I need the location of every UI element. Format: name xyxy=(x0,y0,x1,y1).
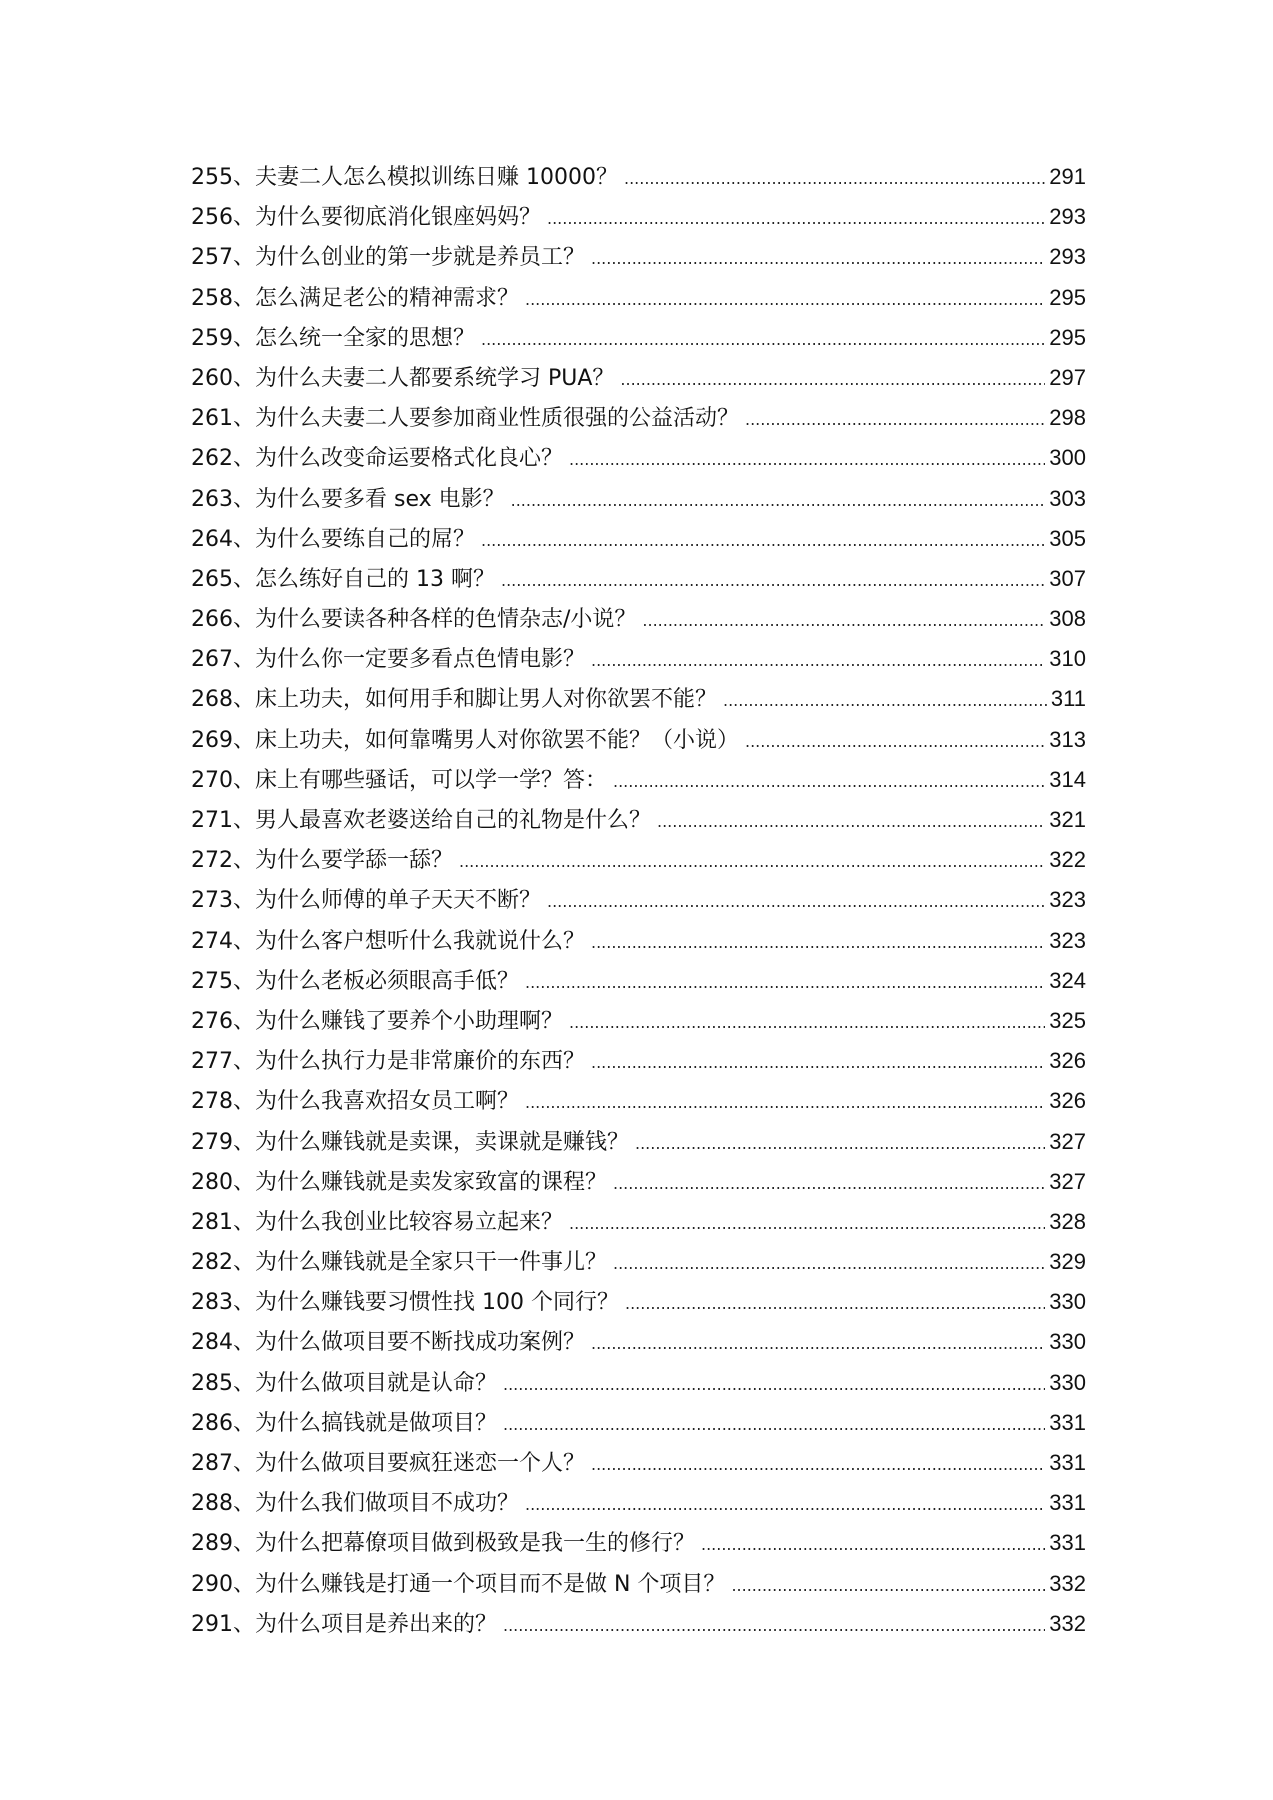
toc-entry[interactable] xyxy=(191,1282,1086,1322)
toc-entry-title: 262、为什么改变命运要格式化良心？ xyxy=(191,446,563,472)
toc-dot-leader xyxy=(511,481,1046,521)
toc-dot-leader xyxy=(624,159,1045,199)
toc-dot-leader xyxy=(547,199,1045,239)
toc-entry-title: 291、为什么项目是养出来的？ xyxy=(191,1611,497,1637)
toc-entry[interactable] xyxy=(191,1322,1086,1362)
toc-entry-page-number: 308 xyxy=(1049,606,1086,632)
toc-entry[interactable] xyxy=(191,398,1086,438)
toc-dot-leader xyxy=(525,280,1045,320)
toc-entry-title: 276、为什么赚钱了要养个小助理啊？ xyxy=(191,1008,563,1034)
toc-dot-leader xyxy=(635,1124,1045,1164)
toc-entry-page-number: 326 xyxy=(1049,1048,1086,1074)
toc-entry-page-number: 310 xyxy=(1049,646,1086,672)
toc-dot-leader xyxy=(591,239,1045,279)
toc-entry-page-number: 297 xyxy=(1049,364,1086,390)
toc-entry[interactable] xyxy=(191,237,1086,277)
toc-entry-page-number: 321 xyxy=(1049,807,1086,832)
toc-entry-page-number: 330 xyxy=(1049,1369,1086,1395)
toc-entry-page-number: 323 xyxy=(1049,887,1086,913)
toc-dot-leader xyxy=(613,762,1045,802)
toc-dot-leader xyxy=(657,802,1045,842)
toc-dot-leader xyxy=(591,1445,1045,1485)
toc-entry-page-number: 331 xyxy=(1049,1490,1086,1516)
toc-entry-title: 283、为什么赚钱要习惯性找 100 个同行？ xyxy=(191,1290,619,1316)
toc-dot-leader xyxy=(731,1566,1045,1606)
toc-entry-page-number: 322 xyxy=(1049,847,1086,873)
toc-dot-leader xyxy=(547,882,1045,922)
toc-entry[interactable] xyxy=(191,1443,1086,1483)
toc-dot-leader xyxy=(503,1606,1045,1646)
toc-dot-leader xyxy=(481,521,1045,561)
toc-entry-title: 275、为什么老板必须眼高手低？ xyxy=(191,968,519,994)
toc-entry-title: 271、男人最喜欢老婆送给自己的礼物是什么？ xyxy=(191,808,651,833)
toc-entry[interactable] xyxy=(191,1162,1086,1202)
toc-dot-leader xyxy=(701,1525,1045,1565)
toc-entry[interactable] xyxy=(191,639,1086,679)
toc-entry-title: 264、为什么要练自己的屌？ xyxy=(191,526,475,552)
toc-entry[interactable] xyxy=(191,1122,1086,1162)
toc-dot-leader xyxy=(569,1003,1045,1043)
toc-entry-title: 286、为什么搞钱就是做项目？ xyxy=(191,1410,497,1436)
toc-entry-page-number: 311 xyxy=(1050,686,1086,712)
toc-dot-leader xyxy=(501,561,1045,601)
toc-entry-title: 273、为什么师傅的单子天天不断？ xyxy=(191,888,541,914)
toc-entry-page-number: 331 xyxy=(1049,1409,1086,1435)
toc-entry[interactable] xyxy=(191,840,1086,880)
toc-dot-leader xyxy=(613,1244,1045,1284)
toc-entry-page-number: 295 xyxy=(1049,324,1086,350)
toc-entry-page-number: 326 xyxy=(1049,1088,1086,1114)
toc-entry-title: 278、为什么我喜欢招女员工啊？ xyxy=(191,1089,519,1115)
toc-dot-leader xyxy=(569,1204,1045,1244)
toc-entry-title: 289、为什么把幕僚项目做到极致是我一生的修行？ xyxy=(191,1531,695,1557)
toc-entry-title: 268、床上功夫，如何用手和脚让男人对你欲罢不能？ xyxy=(191,687,717,713)
toc-entry-title: 266、为什么要读各种各样的色情杂志/小说？ xyxy=(191,607,637,633)
toc-entry-page-number: 331 xyxy=(1049,1450,1086,1475)
toc-entry[interactable] xyxy=(191,1363,1086,1403)
toc-dot-leader xyxy=(569,440,1045,480)
toc-entry[interactable] xyxy=(191,1081,1086,1121)
toc-entry-page-number: 303 xyxy=(1049,485,1086,511)
toc-dot-leader xyxy=(723,681,1047,721)
toc-dot-leader xyxy=(525,1083,1045,1123)
toc-entry-page-number: 293 xyxy=(1049,204,1086,230)
toc-dot-leader xyxy=(745,722,1045,762)
toc-entry-page-number: 293 xyxy=(1049,244,1086,270)
toc-entry-page-number: 323 xyxy=(1049,927,1086,953)
toc-entry-title: 280、为什么赚钱就是卖发家致富的课程？ xyxy=(191,1169,607,1195)
toc-entry[interactable] xyxy=(191,1202,1086,1242)
toc-dot-leader xyxy=(525,963,1045,1003)
toc-entry-title: 281、为什么我创业比较容易立起来？ xyxy=(191,1209,563,1235)
toc-entry-page-number: 325 xyxy=(1049,1007,1086,1033)
toc-entry-page-number: 298 xyxy=(1049,405,1086,431)
toc-entry-page-number: 313 xyxy=(1049,726,1086,752)
toc-entry-title: 269、床上功夫，如何靠嘴男人对你欲罢不能？（小说） xyxy=(191,727,739,753)
toc-entry-page-number: 330 xyxy=(1049,1329,1086,1355)
toc-entry-page-number: 331 xyxy=(1049,1530,1086,1556)
toc-entry[interactable] xyxy=(191,1403,1086,1443)
toc-entry-title: 257、为什么创业的第一步就是养员工？ xyxy=(191,245,585,271)
toc-entry-page-number: 295 xyxy=(1049,284,1086,310)
toc-dot-leader xyxy=(620,360,1045,400)
toc-entry-page-number: 332 xyxy=(1049,1610,1086,1636)
toc-entry[interactable] xyxy=(191,479,1086,519)
toc-entry-page-number: 291 xyxy=(1049,164,1086,189)
toc-entry[interactable] xyxy=(191,961,1086,1001)
toc-entry[interactable] xyxy=(191,318,1086,358)
toc-entry[interactable] xyxy=(191,1041,1086,1081)
toc-entry-title: 270、床上有哪些骚话，可以学一学？答： xyxy=(191,767,607,793)
toc-entry-title: 290、为什么赚钱是打通一个项目而不是做 N 个项目？ xyxy=(191,1571,726,1597)
toc-entry[interactable] xyxy=(191,880,1086,920)
toc-entry-title: 287、为什么做项目要疯狂迷恋一个人？ xyxy=(191,1451,585,1476)
toc-entry-page-number: 330 xyxy=(1049,1289,1086,1315)
toc-entry-page-number: 332 xyxy=(1049,1570,1086,1596)
toc-entry-page-number: 328 xyxy=(1049,1208,1086,1234)
toc-entry-title: 282、为什么赚钱就是全家只干一件事儿？ xyxy=(191,1250,607,1276)
toc-entry[interactable] xyxy=(191,599,1086,639)
toc-dot-leader xyxy=(503,1405,1045,1445)
toc-entry-title: 267、为什么你一定要多看点色情电影？ xyxy=(191,647,585,673)
toc-dot-leader xyxy=(625,1284,1045,1324)
toc-entry-title: 279、为什么赚钱就是卖课，卖课就是赚钱？ xyxy=(191,1129,629,1155)
toc-entry[interactable] xyxy=(191,720,1086,760)
toc-entry[interactable] xyxy=(191,1564,1086,1604)
toc-entry-title: 261、为什么夫妻二人要参加商业性质很强的公益活动？ xyxy=(191,406,739,432)
toc-entry[interactable] xyxy=(191,800,1086,840)
toc-entry-title: 274、为什么客户想听什么我就说什么？ xyxy=(191,928,585,954)
toc-entry[interactable] xyxy=(191,559,1086,599)
toc-dot-leader xyxy=(613,1164,1045,1204)
toc-entry[interactable] xyxy=(191,1001,1086,1041)
toc-entry-title: 260、为什么夫妻二人都要系统学习 PUA？ xyxy=(191,365,615,391)
toc-dot-leader xyxy=(591,923,1045,963)
toc-entry-title: 272、为什么要学舔一舔？ xyxy=(191,848,453,874)
toc-entry[interactable] xyxy=(191,358,1086,398)
toc-entry-page-number: 314 xyxy=(1049,766,1086,792)
toc-entry[interactable] xyxy=(191,760,1086,800)
toc-entry-page-number: 329 xyxy=(1049,1249,1086,1275)
toc-entry[interactable] xyxy=(191,1523,1086,1563)
toc-dot-leader xyxy=(481,320,1045,360)
table-of-contents xyxy=(191,157,1086,1644)
toc-entry-page-number: 327 xyxy=(1049,1128,1086,1154)
toc-entry[interactable] xyxy=(191,679,1086,719)
toc-entry-title: 258、怎么满足老公的精神需求？ xyxy=(191,285,519,311)
toc-entry-title: 263、为什么要多看 sex 电影？ xyxy=(191,486,505,512)
toc-entry-title: 259、怎么统一全家的思想？ xyxy=(191,325,475,351)
toc-entry-page-number: 300 xyxy=(1049,445,1086,471)
toc-dot-leader xyxy=(745,400,1045,440)
toc-dot-leader xyxy=(459,842,1045,882)
toc-entry-title: 255、夫妻二人怎么模拟训练日赚 10000？ xyxy=(191,165,618,190)
toc-entry-title: 256、为什么要彻底消化银座妈妈？ xyxy=(191,205,541,231)
toc-entry-title: 284、为什么做项目要不断找成功案例？ xyxy=(191,1330,585,1356)
toc-dot-leader xyxy=(503,1365,1045,1405)
toc-entry[interactable] xyxy=(191,157,1086,197)
toc-entry-title: 288、为什么我们做项目不成功？ xyxy=(191,1491,519,1517)
toc-entry[interactable] xyxy=(191,921,1086,961)
toc-entry[interactable] xyxy=(191,1242,1086,1282)
toc-entry-page-number: 305 xyxy=(1049,525,1086,551)
toc-entry-page-number: 327 xyxy=(1049,1168,1086,1194)
toc-entry-page-number: 324 xyxy=(1049,967,1086,993)
toc-dot-leader xyxy=(591,1324,1045,1364)
toc-entry[interactable] xyxy=(191,278,1086,318)
toc-dot-leader xyxy=(591,641,1045,681)
toc-entry[interactable] xyxy=(191,197,1086,237)
toc-entry[interactable] xyxy=(191,438,1086,478)
toc-dot-leader xyxy=(591,1043,1045,1083)
toc-entry[interactable] xyxy=(191,519,1086,559)
toc-entry[interactable] xyxy=(191,1604,1086,1644)
toc-entry-title: 277、为什么执行力是非常廉价的东西？ xyxy=(191,1049,585,1075)
toc-entry-title: 265、怎么练好自己的 13 啊？ xyxy=(191,566,495,592)
toc-entry-title: 285、为什么做项目就是认命？ xyxy=(191,1370,497,1396)
toc-dot-leader xyxy=(525,1485,1045,1525)
toc-dot-leader xyxy=(642,601,1045,641)
toc-entry[interactable] xyxy=(191,1483,1086,1523)
toc-entry-page-number: 307 xyxy=(1049,565,1086,591)
